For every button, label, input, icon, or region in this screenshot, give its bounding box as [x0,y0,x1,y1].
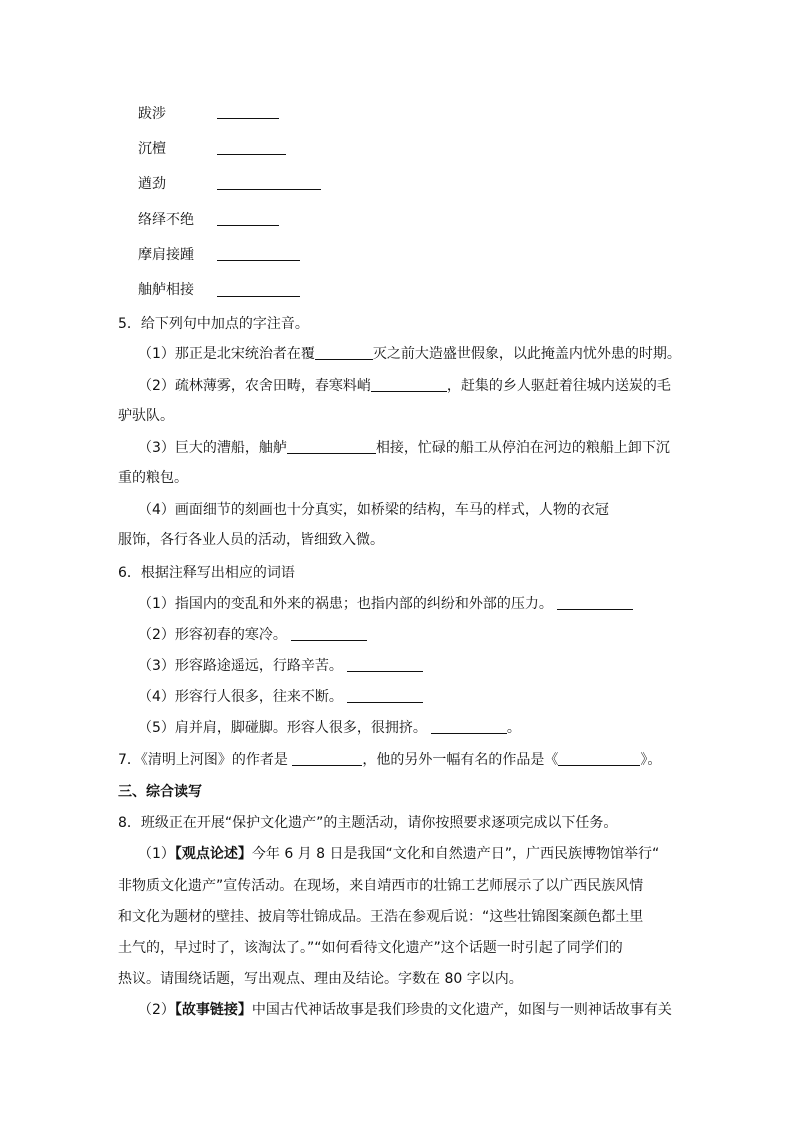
q6-item-4-text: （4）形容行人很多，往来不断。 [138,689,343,705]
q6-title: 6．根据注释写出相应的词语 [118,565,295,581]
q6-blank-1[interactable] [557,594,633,610]
q6-blank-5[interactable] [431,718,507,734]
q8-part-1-tag: 【观点论述】 [174,846,252,862]
q7-text-b: ，他的另外一幅有名的作品是《 [362,752,559,768]
q8-part-2-text-1: 中国古代神话故事是我们珍贵的文化遗产，如图与一则神话故事有关 [251,1002,672,1018]
q5-s1-text-b: 灭之前大造盛世假象，以此掩盖内忧外患的时期。 [372,346,681,362]
q5-sentence-3 [138,438,670,458]
q5-s3-text-b: 相接，忙碌的船工从停泊在河边的粮船上卸下沉 [375,440,670,456]
q5-sentence-2 [138,376,671,396]
vocab-word-3: 遒劲 [138,176,166,192]
q6-item-1-text: （1）指国内的变乱和外来的祸患；也指内部的纠纷和外部的压力。 [138,596,553,612]
q6-item-5-tail: 。 [506,720,521,736]
q8-part-1-line-1 [138,844,659,864]
q6-item-1 [138,594,633,614]
q5-sentence-4: （4）画面细节的刻画也十分真实，如桥梁的结构，车马的样式，人物的衣冠 [138,502,609,518]
q8-part-1-line-5: 热议。请围绕话题，写出观点、理由及结论。字数在 80 字以内。 [118,971,523,987]
q8-part-1-text-1: 今年 6 月 8 日是我国“文化和自然遗产日”，广西民族博物馆举行“ [251,846,660,862]
q6-item-5 [138,718,521,738]
q5-title: 5．给下列句中加点的字注音。 [118,316,309,332]
q6-blank-2[interactable] [291,625,367,641]
q6-item-2 [138,625,367,645]
vocab-word-2: 沉檀 [138,141,166,157]
q6-item-3-text: （3）形容路途遥远，行路辛苦。 [138,658,343,674]
q8-title: 8．班级正在开展“保护文化遗产”的主题活动，请你按照要求逐项完成以下任务。 [118,815,618,831]
q5-sentence-4-cont: 服饰，各行各业人员的活动，皆细致入微。 [118,532,384,548]
vocab-word-1: 跋涉 [138,106,166,122]
q8-part-1-line-3: 和文化为题材的壁挂、披肩等壮锦成品。王浩在参观后说：“这些壮锦图案颜色都土里 [118,909,644,925]
vocab-word-5: 摩肩接踵 [138,247,194,263]
q8-part-2-line-1 [138,1000,672,1020]
q7-question [118,750,661,770]
q7-text-a: 7．《清明上河图》的作者是 [118,752,293,768]
vocab-blank-2[interactable] [217,140,286,155]
q6-blank-3[interactable] [347,656,423,672]
vocab-blank-6[interactable] [217,282,300,297]
q6-item-3 [138,656,423,676]
q5-sentence-1 [138,344,681,364]
q5-sentence-3-cont: 重的粮包。 [118,470,188,486]
q6-item-5-text: （5）肩并肩，脚碰脚。形容人很多，很拥挤。 [138,720,427,736]
q8-part-2-num: （2） [138,1002,175,1018]
q8-part-1-line-4: 土气的，早过时了，该淘汰了。”“如何看待文化遗产”这个话题一时引起了同学们的 [118,940,623,956]
q6-item-4 [138,687,423,707]
q5-s1-text-a: （1）那正是北宋统治者在覆 [138,346,315,362]
vocab-blank-3[interactable] [217,175,321,190]
section-3-heading: 三、综合读写 [118,784,202,800]
vocab-word-6: 舳舻相接 [138,282,194,298]
q5-blank-2[interactable] [371,376,447,392]
q5-sentence-2-cont: 驴驮队。 [118,408,174,424]
q8-part-1-line-2: 非物质文化遗产”宣传活动。在现场，来自靖西市的壮锦工艺师展示了以广西民族风情 [118,878,644,894]
q7-blank-work[interactable] [558,750,640,766]
q7-blank-author[interactable] [292,750,362,766]
vocab-blank-1[interactable] [217,104,279,119]
q8-part-2-tag: 【故事链接】 [174,1002,252,1018]
q5-s3-text-a: （3）巨大的漕船，舳舻 [138,440,287,456]
q5-s2-text-b: ，赶集的乡人驱赶着往城内送炭的毛 [446,378,671,394]
vocab-blank-4[interactable] [217,211,279,226]
q5-blank-1[interactable] [315,344,373,360]
q5-blank-3[interactable] [287,438,376,454]
vocab-word-4: 络绎不绝 [138,212,194,228]
q6-item-2-text: （2）形容初春的寒冷。 [138,627,287,643]
q7-text-c: 》。 [640,752,662,768]
q6-blank-4[interactable] [347,687,423,703]
q5-s2-text-a: （2）疏林薄雾，农舍田畴，春寒料峭 [138,378,371,394]
vocab-blank-5[interactable] [217,246,300,261]
q8-part-1-num: （1） [138,846,175,862]
